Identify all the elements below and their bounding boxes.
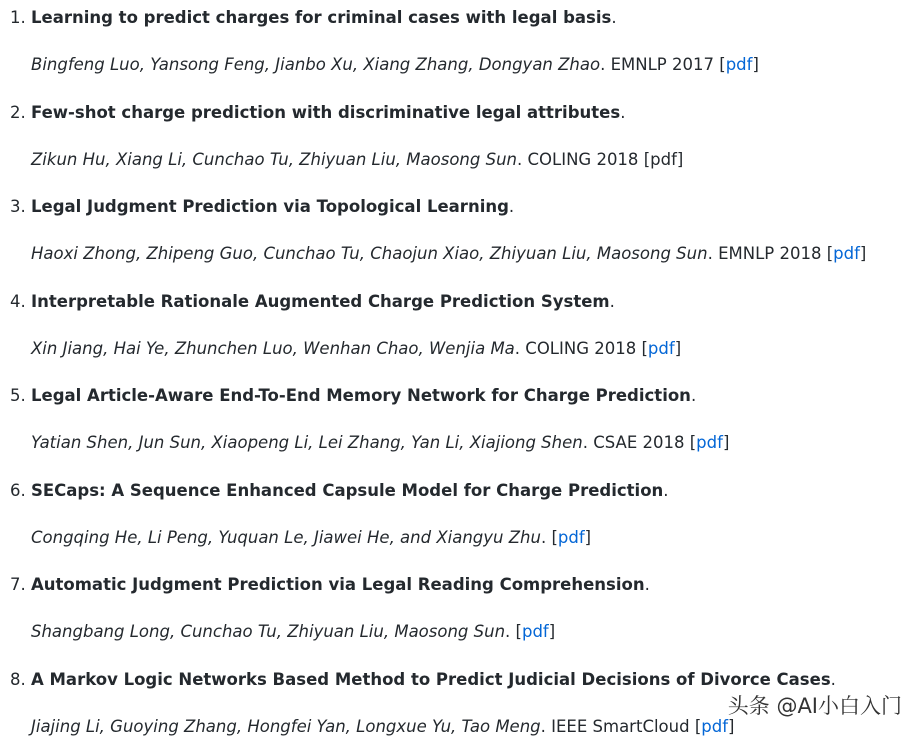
paper-venue: COLING 2018 bbox=[525, 339, 636, 358]
paper-title-line: Legal Article-Aware End-To-End Memory Network for Charge Prediction. bbox=[31, 385, 696, 407]
pdf-link[interactable]: pdf bbox=[696, 433, 723, 452]
paper-number: 6. bbox=[10, 480, 26, 502]
paper-title-line: Automatic Judgment Prediction via Legal Reading Comprehension. bbox=[31, 574, 650, 596]
paper-item bbox=[0, 189, 922, 284]
paper-item bbox=[0, 567, 922, 662]
paper-title: Automatic Judgment Prediction via Legal Reading Comprehension bbox=[31, 575, 645, 594]
paper-number: 7. bbox=[10, 574, 26, 596]
pdf-link[interactable]: pdf bbox=[726, 55, 753, 74]
paper-authors: Shangbang Long, Cunchao Tu, Zhiyuan Liu, Maosong Sun bbox=[31, 622, 505, 641]
paper-title: Few-shot charge prediction with discriminative legal attributes bbox=[31, 103, 620, 122]
paper-number: 5. bbox=[10, 385, 26, 407]
paper-authors: Zikun Hu, Xiang Li, Cunchao Tu, Zhiyuan Liu, Maosong Sun bbox=[31, 150, 517, 169]
paper-title-line: Interpretable Rationale Augmented Charge Prediction System. bbox=[31, 291, 615, 313]
paper-citation-line: Bingfeng Luo, Yansong Feng, Jianbo Xu, Xiang Zhang, Dongyan Zhao. EMNLP 2017 [pdf] bbox=[31, 54, 759, 76]
paper-number: 8. bbox=[10, 669, 26, 691]
paper-venue: COLING 2018 bbox=[528, 150, 639, 169]
paper-title-line: A Markov Logic Networks Based Method to Predict Judicial Decisions of Divorce Cases. bbox=[31, 669, 836, 691]
paper-number: 2. bbox=[10, 102, 26, 124]
paper-item bbox=[0, 473, 922, 568]
paper-venue: EMNLP 2017 bbox=[611, 55, 714, 74]
pdf-link[interactable]: pdf bbox=[701, 717, 728, 736]
paper-authors: Bingfeng Luo, Yansong Feng, Jianbo Xu, Xiang Zhang, Dongyan Zhao bbox=[31, 55, 600, 74]
paper-title-line: Learning to predict charges for criminal cases with legal basis. bbox=[31, 7, 617, 29]
paper-number: 3. bbox=[10, 196, 26, 218]
paper-item bbox=[0, 378, 922, 473]
paper-title: Interpretable Rationale Augmented Charge Prediction System bbox=[31, 292, 610, 311]
paper-number: 1. bbox=[10, 7, 26, 29]
paper-citation-line: Haoxi Zhong, Zhipeng Guo, Cunchao Tu, Chaojun Xiao, Zhiyuan Liu, Maosong Sun. EMNLP 2018 [pdf] bbox=[31, 243, 866, 265]
paper-title-line: Few-shot charge prediction with discriminative legal attributes. bbox=[31, 102, 625, 124]
paper-item bbox=[0, 0, 922, 95]
paper-authors: Yatian Shen, Jun Sun, Xiaopeng Li, Lei Zhang, Yan Li, Xiajiong Shen bbox=[31, 433, 583, 452]
paper-citation-line: Yatian Shen, Jun Sun, Xiaopeng Li, Lei Zhang, Yan Li, Xiajiong Shen. CSAE 2018 [pdf] bbox=[31, 432, 729, 454]
pdf-label: pdf bbox=[650, 150, 677, 169]
paper-venue: EMNLP 2018 bbox=[718, 244, 821, 263]
paper-item bbox=[0, 95, 922, 190]
paper-citation-line: Jiajing Li, Guoying Zhang, Hongfei Yan, Longxue Yu, Tao Meng. IEEE SmartCloud [pdf] bbox=[31, 716, 734, 738]
paper-venue: CSAE 2018 bbox=[593, 433, 684, 452]
paper-title-line: Legal Judgment Prediction via Topological Learning. bbox=[31, 196, 514, 218]
paper-citation-line: Xin Jiang, Hai Ye, Zhunchen Luo, Wenhan Chao, Wenjia Ma. COLING 2018 [pdf] bbox=[31, 338, 681, 360]
paper-number: 4. bbox=[10, 291, 26, 313]
paper-title: Legal Judgment Prediction via Topological Learning bbox=[31, 197, 509, 216]
paper-authors: Xin Jiang, Hai Ye, Zhunchen Luo, Wenhan Chao, Wenjia Ma bbox=[31, 339, 515, 358]
paper-title: SECaps: A Sequence Enhanced Capsule Model for Charge Prediction bbox=[31, 481, 663, 500]
paper-title: A Markov Logic Networks Based Method to Predict Judicial Decisions of Divorce Cases bbox=[31, 670, 831, 689]
pdf-link[interactable]: pdf bbox=[648, 339, 675, 358]
paper-authors: Jiajing Li, Guoying Zhang, Hongfei Yan, Longxue Yu, Tao Meng bbox=[31, 717, 541, 736]
paper-authors: Congqing He, Li Peng, Yuquan Le, Jiawei He, and Xiangyu Zhu bbox=[31, 528, 541, 547]
paper-title-line: SECaps: A Sequence Enhanced Capsule Model for Charge Prediction. bbox=[31, 480, 669, 502]
paper-venue: IEEE SmartCloud bbox=[551, 717, 689, 736]
paper-title: Learning to predict charges for criminal cases with legal basis bbox=[31, 8, 611, 27]
pdf-link[interactable]: pdf bbox=[558, 528, 585, 547]
pdf-link[interactable]: pdf bbox=[522, 622, 549, 641]
paper-citation-line: Congqing He, Li Peng, Yuquan Le, Jiawei He, and Xiangyu Zhu. [pdf] bbox=[31, 527, 591, 549]
paper-item bbox=[0, 284, 922, 379]
watermark: 头条 @AI小白入门 bbox=[728, 690, 902, 720]
paper-citation-line: Shangbang Long, Cunchao Tu, Zhiyuan Liu, Maosong Sun. [pdf] bbox=[31, 621, 555, 643]
paper-authors: Haoxi Zhong, Zhipeng Guo, Cunchao Tu, Chaojun Xiao, Zhiyuan Liu, Maosong Sun bbox=[31, 244, 708, 263]
pdf-link[interactable]: pdf bbox=[833, 244, 860, 263]
paper-citation-line: Zikun Hu, Xiang Li, Cunchao Tu, Zhiyuan Liu, Maosong Sun. COLING 2018 [pdf] bbox=[31, 149, 683, 171]
paper-title: Legal Article-Aware End-To-End Memory Network for Charge Prediction bbox=[31, 386, 691, 405]
